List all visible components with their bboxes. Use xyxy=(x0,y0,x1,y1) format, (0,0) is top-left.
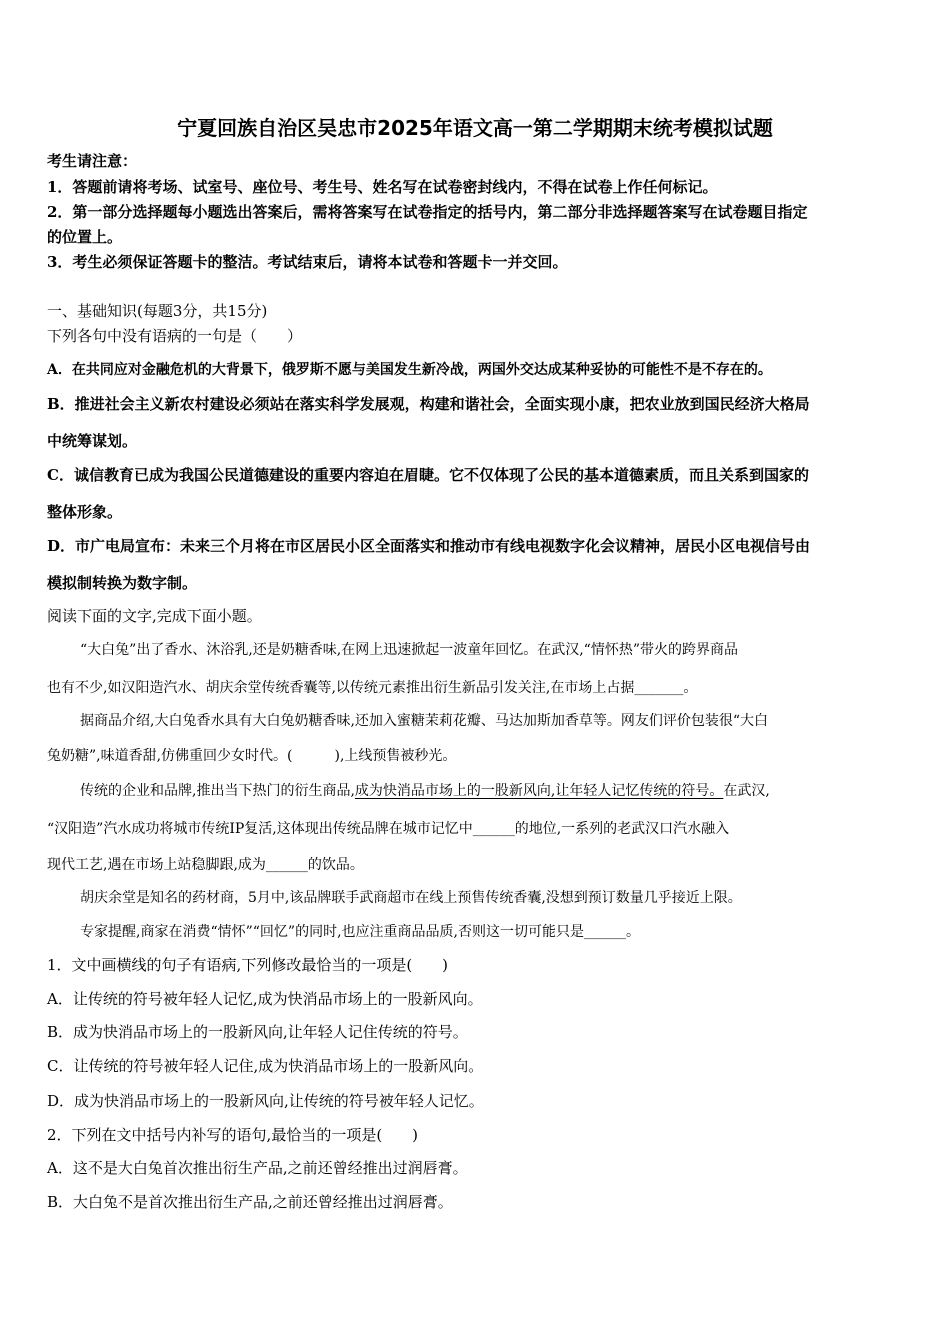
option-d-cont: 模拟制转换为数字制。 xyxy=(47,574,198,592)
passage-line: 据商品介绍,大白兔香水具有大白兔奶糖香味,还加入蜜糖茉莉花瓣、马达加斯加香草等。网友们评价包装很“大白 xyxy=(80,713,769,729)
q2-option-a: A．这不是大白兔首次推出衍生产品,之前还曾经推出过润唇膏。 xyxy=(47,1159,468,1177)
option-d: D．市广电局宣布：未来三个月将在市区居民小区全面落实和推动市有线电视数字化会议精神，居民小区电视信号由 xyxy=(47,537,811,555)
passage-line: 兔奶糖”,味道香甜,仿佛重回少女时代。( ),上线预售被秒光。 xyxy=(47,748,457,764)
passage-line: “汉阳造”汽水成功将城市传统IP复活,这体现出传统品牌在城市记忆中______的地位,一系列的老武汉口汽水融入 xyxy=(47,821,730,837)
q1-option-a: A．让传统的符号被年轻人记忆,成为快消品市场上的一股新风向。 xyxy=(47,990,483,1008)
option-b: B．推进社会主义新农村建设必须站在落实科学发展观，构建和谐社会，全面实现小康，把农业放到国民经济大格局 xyxy=(47,395,810,413)
underlined-sentence: 成为快消品市场上的一股新风向,让年轻人记忆传统的符号。 xyxy=(354,783,724,799)
question-2-stem: 2．下列在文中括号内补写的语句,最恰当的一项是( ) xyxy=(47,1126,419,1144)
notice-item: 2．第一部分选择题每小题选出答案后，需将答案写在试卷指定的括号内，第二部分非选择题答案写在试卷题目指定 xyxy=(47,203,808,221)
passage-line xyxy=(80,781,770,801)
q2-option-b: B．大白兔不是首次推出衍生产品,之前还曾经推出过润唇膏。 xyxy=(47,1193,453,1211)
notice-item: 3．考生必须保证答题卡的整洁。考试结束后，请将本试卷和答题卡一并交回。 xyxy=(47,253,568,271)
option-b-cont: 中统筹谋划。 xyxy=(47,432,138,450)
notice-heading: 考生请注意： xyxy=(47,152,138,170)
passage-line: 也有不少,如汉阳造汽水、胡庆余堂传统香囊等,以传统元素推出衍生新品引发关注,在市场上占据_______。 xyxy=(47,680,698,696)
notice-item: 的位置上。 xyxy=(47,228,123,246)
passage-line: 现代工艺,遇在市场上站稳脚跟,成为______的饮品。 xyxy=(47,857,364,873)
page-title: 宁夏回族自治区吴忠市2025年语文高一第二学期期末统考模拟试题 xyxy=(177,116,773,140)
option-c: C．诚信教育已成为我国公民道德建设的重要内容迫在眉睫。它不仅体现了公民的基本道德素质，而且关系到国家的 xyxy=(47,466,809,484)
passage-line: 胡庆余堂是知名的药材商，5月中,该品牌联手武商超市在线上预售传统香囊,没想到预订数量几乎接近上限。 xyxy=(80,890,742,906)
q1-option-b: B．成为快消品市场上的一股新风向,让年轻人记住传统的符号。 xyxy=(47,1023,468,1041)
passage-line: 专家提醒,商家在消费“情怀”“回忆”的同时,也应注重商品品质,否则这一切可能只是______。 xyxy=(80,924,640,940)
q1-option-d: D．成为快消品市场上的一股新风向,让传统的符号被年轻人记忆。 xyxy=(47,1092,484,1110)
notice-item: 1．答题前请将考场、试室号、座位号、考生号、姓名写在试卷密封线内，不得在试卷上作任何标记。 xyxy=(47,178,718,196)
passage-text: 在武汉, xyxy=(723,783,770,799)
option-a: A．在共同应对金融危机的大背景下，俄罗斯不愿与美国发生新冷战，两国外交达成某种妥协的可能性不是不存在的。 xyxy=(47,362,772,378)
passage-line: “大白兔”出了香水、沐浴乳,还是奶糖香味,在网上迅速掀起一波童年回忆。在武汉,“情怀热”带火的跨界商品 xyxy=(80,642,738,658)
reading-intro: 阅读下面的文字,完成下面小题。 xyxy=(47,607,262,625)
option-c-cont: 整体形象。 xyxy=(47,503,123,521)
passage-text: 传统的企业和品牌,推出当下热门的衍生商品, xyxy=(80,783,355,799)
q1-option-c: C．让传统的符号被年轻人记住,成为快消品市场上的一股新风向。 xyxy=(47,1057,484,1075)
section-heading: 一、基础知识(每题3分，共15分) xyxy=(47,302,268,320)
question-1-stem: 1．文中画横线的句子有语病,下列修改最恰当的一项是( ) xyxy=(47,956,449,974)
question-stem: 下列各句中没有语病的一句是（ ） xyxy=(47,327,303,345)
